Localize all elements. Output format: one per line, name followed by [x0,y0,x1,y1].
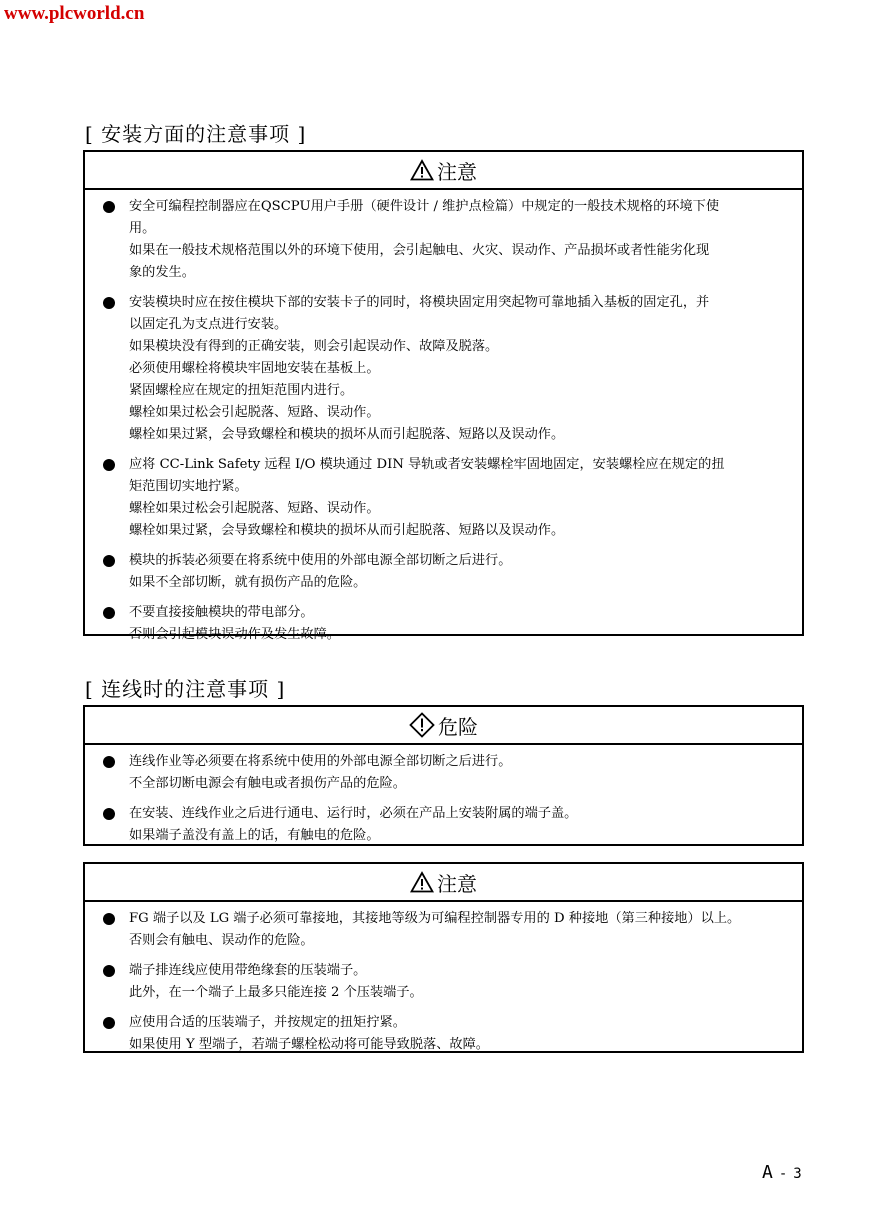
bullet-icon [99,960,129,1004]
list-item [99,803,786,847]
list-item [99,908,786,952]
caution-box-wiring [83,862,804,1053]
text-line: 不全部切断电源会有触电或者损伤产品的危险。 [129,776,406,791]
bullet-icon [99,550,129,594]
list-item-text [129,196,786,284]
danger-item-list [85,745,802,852]
list-item [99,454,786,542]
caution-label: 注意 [437,159,477,184]
text-line: 螺栓如果过紧，会导致螺栓和模块的损坏从而引起脱落、短路以及误动作。 [129,523,565,538]
danger-box-wiring [83,705,804,846]
list-item [99,751,786,795]
text-line: 如果端子盖没有盖上的话，有触电的危险。 [129,828,380,843]
danger-diamond-icon [409,712,435,738]
warning-triangle-icon [410,871,434,893]
list-item [99,960,786,1004]
list-item-text [129,1012,786,1056]
text-line: 此外，在一个端子上最多只能连接 2 个压装端子。 [129,985,423,1000]
text-line: 否则会有触电、误动作的危险。 [129,933,314,948]
caution-item-list [85,902,802,1061]
bullet-icon [99,602,129,646]
list-item-text [129,908,786,952]
text-line: 否则会引起模块误动作及发生故障。 [129,627,340,642]
list-item-text [129,292,786,446]
text-line: 必须使用螺栓将模块牢固地安装在基板上。 [129,361,380,376]
page-number-separator: - [778,1166,788,1182]
list-item-text [129,602,786,646]
section-heading-installation: [ 安装方面的注意事项 ] [85,122,307,146]
bullet-icon [99,454,129,542]
caution-box-title [85,864,802,902]
list-item [99,196,786,284]
list-item [99,292,786,446]
list-item-text [129,751,786,795]
text-line: 模块的拆装必须要在将系统中使用的外部电源全部切断之后进行。 [129,553,512,568]
list-item-text [129,803,786,847]
text-line: 螺栓如果过紧，会导致螺栓和模块的损坏从而引起脱落、短路以及误动作。 [129,427,565,442]
watermark: www.plcworld.cn [4,3,145,24]
bullet-icon [99,908,129,952]
caution-item-list [85,190,802,651]
list-item-text [129,550,786,594]
text-line: 以固定孔为支点进行安装。 [129,317,288,332]
bullet-icon [99,196,129,284]
text-line: 如果不全部切断，就有损伤产品的危险。 [129,575,367,590]
text-line: 安全可编程控制器应在QSCPU用户手册（硬件设计 / 维护点检篇）中规定的一般技术规格的环境下使 [129,199,720,214]
text-line: 在安装、连线作业之后进行通电、运行时，必须在产品上安装附属的端子盖。 [129,806,578,821]
text-line: 用。 [129,221,156,236]
danger-box-title [85,707,802,745]
list-item-text [129,960,786,1004]
bullet-icon [99,1012,129,1056]
text-line: 如果模块没有得到的正确安装，则会引起误动作、故障及脱落。 [129,339,499,354]
list-item [99,550,786,594]
text-line: 应使用合适的压装端子，并按规定的扭矩拧紧。 [129,1015,406,1030]
list-item-text [129,454,786,542]
text-line: FG 端子以及 LG 端子必须可靠接地，其接地等级为可编程控制器专用的 D 种接地（第三种接地）以上。 [129,911,741,926]
section-heading-wiring: [ 连线时的注意事项 ] [85,677,286,701]
warning-triangle-icon [410,159,434,181]
text-line: 如果使用 Y 型端子，若端子螺栓松动将可能导致脱落、故障。 [129,1037,489,1052]
text-line: 螺栓如果过松会引起脱落、短路、误动作。 [129,405,380,420]
bullet-icon [99,803,129,847]
bullet-icon [99,751,129,795]
text-line: 不要直接接触模块的带电部分。 [129,605,314,620]
page-number-prefix: A [762,1162,773,1183]
text-line: 螺栓如果过松会引起脱落、短路、误动作。 [129,501,380,516]
text-line: 紧固螺栓应在规定的扭矩范围内进行。 [129,383,354,398]
list-item [99,602,786,646]
text-line: 矩范围切实地拧紧。 [129,479,248,494]
text-line: 连线作业等必须要在将系统中使用的外部电源全部切断之后进行。 [129,754,512,769]
text-line: 端子排连线应使用带绝缘套的压装端子。 [129,963,367,978]
caution-box-title [85,152,802,190]
text-line: 如果在一般技术规格范围以外的环境下使用，会引起触电、火灾、误动作、产品损坏或者性能劣化现 [129,243,710,258]
danger-label: 危险 [438,714,478,739]
page-number-value: 3 [793,1166,802,1182]
bullet-icon [99,292,129,446]
text-line: 安装模块时应在按住模块下部的安装卡子的同时，将模块固定用突起物可靠地插入基板的固定孔，并 [129,295,710,310]
list-item [99,1012,786,1056]
caution-box-installation [83,150,804,642]
caution-label: 注意 [437,871,477,896]
text-line: 应将 CC-Link Safety 远程 I/O 模块通过 DIN 导轨或者安装螺栓牢固地固定，安装螺栓应在规定的扭 [129,457,725,472]
page-number [762,1162,802,1183]
text-line: 象的发生。 [129,265,195,280]
